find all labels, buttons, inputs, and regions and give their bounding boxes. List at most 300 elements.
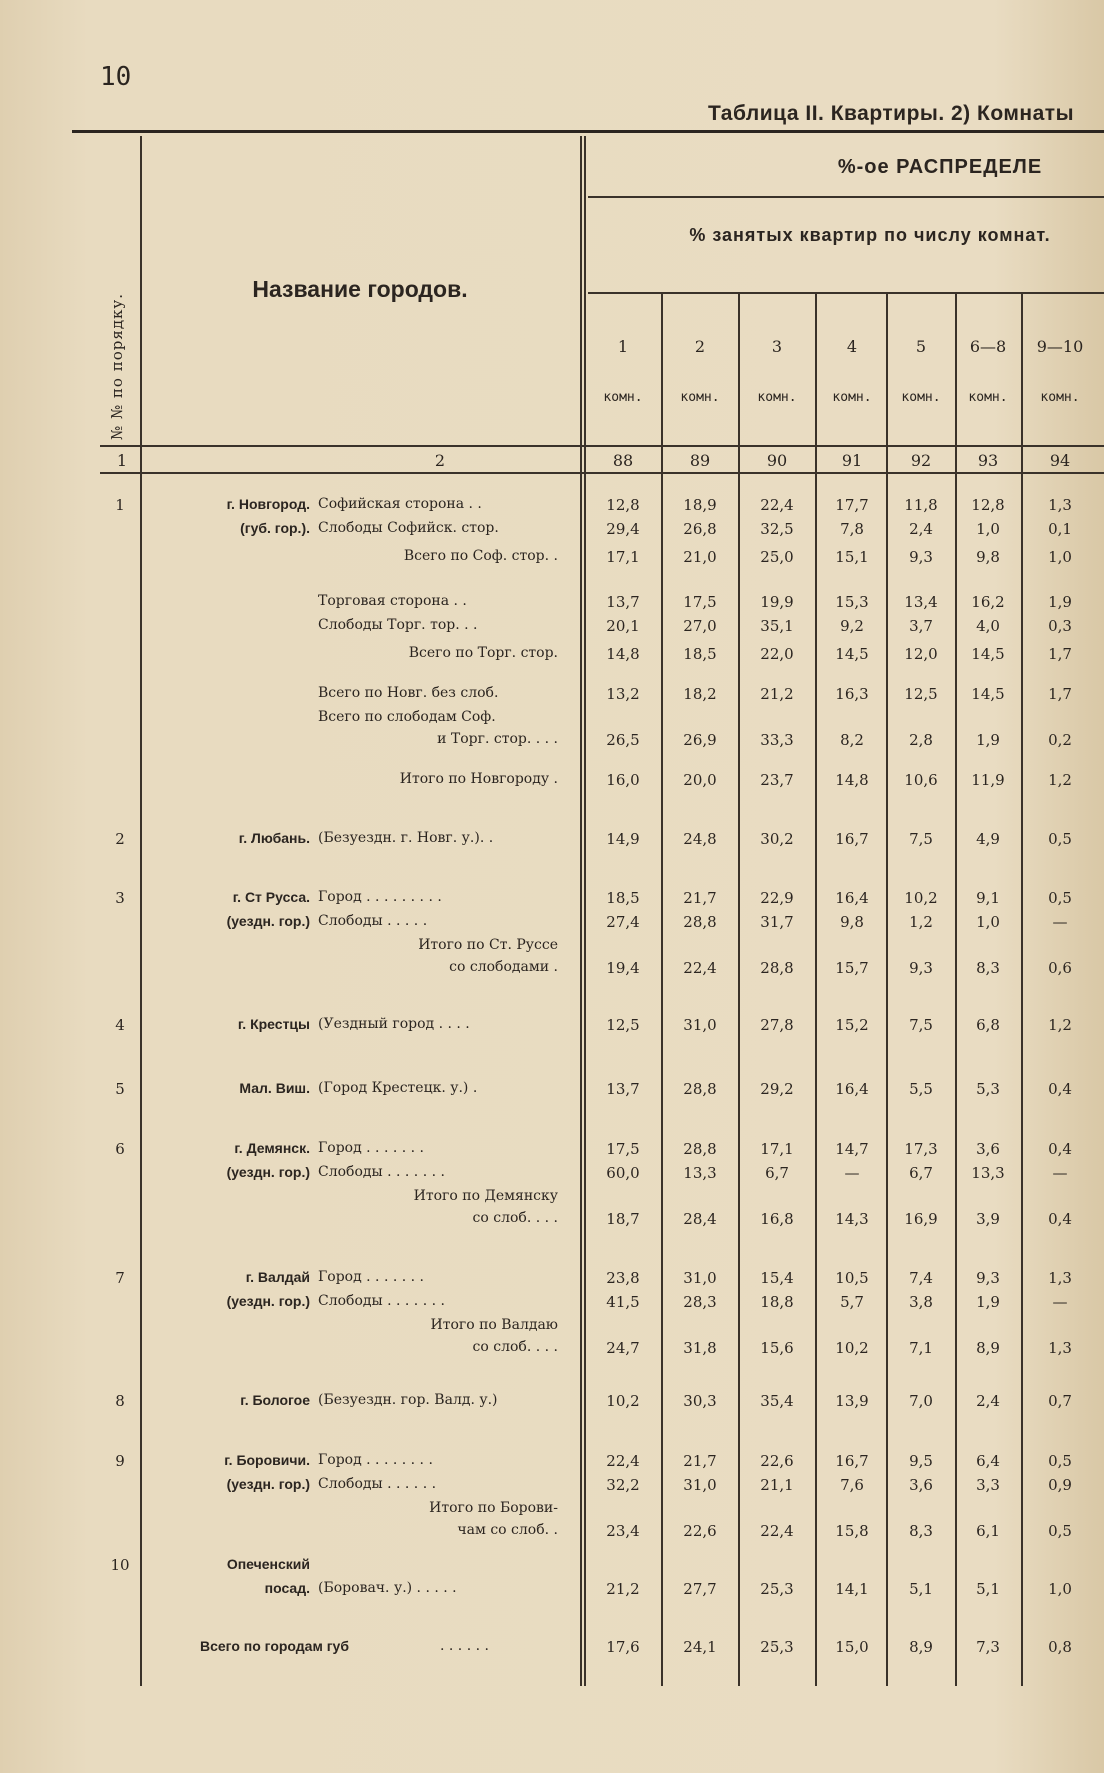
value-cell: 2,8 <box>909 731 933 749</box>
col-unit-1: комн. <box>603 390 643 405</box>
value-cell: 1,9 <box>976 1293 1000 1311</box>
city-name: г. Валдай <box>245 1269 310 1285</box>
value-cell: 9,5 <box>909 1452 933 1470</box>
value-cell: 14,8 <box>606 645 640 663</box>
table-row <box>0 1522 1104 1544</box>
value-cell: 7,5 <box>909 1016 933 1034</box>
row-description: . . . . . . <box>440 1638 489 1654</box>
row-description: Город . . . . . . . <box>318 1140 425 1156</box>
row-description: (Уездный город . . . . <box>318 1016 470 1032</box>
table-row <box>0 889 1104 911</box>
value-cell: 1,3 <box>1048 1339 1072 1357</box>
rooms-subheader: % занятых квартир по числу комнат. <box>689 225 1051 245</box>
value-cell: 18,5 <box>606 889 640 907</box>
row-number: 1 <box>115 496 125 514</box>
index-cell: 92 <box>910 451 932 470</box>
value-cell: 30,2 <box>760 830 794 848</box>
table-row <box>0 645 1104 667</box>
value-cell: 9,3 <box>976 1269 1000 1287</box>
value-cell: — <box>844 1164 860 1182</box>
value-cell: 15,1 <box>835 548 869 566</box>
table-row <box>0 913 1104 935</box>
city-name: (губ. гор.). <box>240 520 310 536</box>
value-cell: 31,8 <box>683 1339 717 1357</box>
value-cell: 17,1 <box>606 548 640 566</box>
table-row <box>0 1339 1104 1361</box>
value-cell: 0,4 <box>1048 1210 1072 1228</box>
value-cell: 14,3 <box>835 1210 869 1228</box>
value-cell: 3,3 <box>976 1476 1000 1494</box>
row-description: Всего по слободам Соф. <box>318 709 496 725</box>
value-cell: 23,7 <box>760 771 794 789</box>
value-cell: 41,5 <box>606 1293 640 1311</box>
table-row <box>0 496 1104 518</box>
value-cell: 12,5 <box>904 685 938 703</box>
value-cell: 6,7 <box>909 1164 933 1182</box>
city-name: Опеченский <box>226 1556 310 1572</box>
value-cell: 14,7 <box>835 1140 869 1158</box>
table-row <box>0 731 1104 753</box>
value-cell: 60,0 <box>606 1164 640 1182</box>
value-cell: 9,3 <box>909 548 933 566</box>
value-cell: 8,3 <box>976 959 1000 977</box>
value-cell: 29,2 <box>760 1080 794 1098</box>
value-cell: 0,1 <box>1048 520 1072 538</box>
index-cell: 90 <box>766 451 788 470</box>
value-cell: 7,5 <box>909 830 933 848</box>
value-cell: 12,0 <box>904 645 938 663</box>
value-cell: 9,2 <box>840 617 864 635</box>
table-row <box>0 709 1104 731</box>
city-name: г. Демянск. <box>234 1140 310 1156</box>
value-cell: 16,8 <box>760 1210 794 1228</box>
value-cell: 14,5 <box>835 645 869 663</box>
value-cell: 10,5 <box>835 1269 869 1287</box>
table-row <box>0 1188 1104 1210</box>
value-cell: 22,4 <box>606 1452 640 1470</box>
table-row <box>0 1556 1104 1578</box>
city-name: (уездн. гор.) <box>226 913 310 929</box>
value-cell: — <box>1052 1164 1068 1182</box>
row-number: 2 <box>115 830 125 848</box>
value-cell: 7,8 <box>840 520 864 538</box>
value-cell: 28,3 <box>683 1293 717 1311</box>
table-row <box>0 1392 1104 1414</box>
city-name: посад. <box>264 1580 310 1596</box>
value-cell: 16,2 <box>971 593 1005 611</box>
value-cell: 28,8 <box>760 959 794 977</box>
table-row <box>0 1638 1104 1660</box>
header-rule-1 <box>588 196 1104 198</box>
value-cell: 13,3 <box>971 1164 1005 1182</box>
table-row <box>0 1317 1104 1339</box>
value-cell: 14,5 <box>971 685 1005 703</box>
value-cell: 22,6 <box>683 1522 717 1540</box>
col-unit-7: комн. <box>1040 390 1080 405</box>
row-description: Софийская сторона . . <box>318 496 482 512</box>
value-cell: 13,7 <box>606 593 640 611</box>
value-cell: 28,4 <box>683 1210 717 1228</box>
value-cell: 0,4 <box>1048 1140 1072 1158</box>
value-cell: 18,5 <box>683 645 717 663</box>
value-cell: 1,0 <box>976 913 1000 931</box>
value-cell: 23,4 <box>606 1522 640 1540</box>
index-cell: 93 <box>977 451 999 470</box>
value-cell: 22,6 <box>760 1452 794 1470</box>
col-unit-3: комн. <box>757 390 797 405</box>
value-cell: 18,2 <box>683 685 717 703</box>
value-cell: 0,8 <box>1048 1638 1072 1656</box>
row-number: 7 <box>115 1269 125 1287</box>
value-cell: — <box>1052 1293 1068 1311</box>
table-row <box>0 685 1104 707</box>
value-cell: 32,2 <box>606 1476 640 1494</box>
row-number: 6 <box>115 1140 125 1158</box>
value-cell: 16,0 <box>606 771 640 789</box>
page-number: 10 <box>100 62 132 92</box>
value-cell: 10,2 <box>606 1392 640 1410</box>
value-cell: 3,6 <box>976 1140 1000 1158</box>
col-num-5: 5 <box>915 337 927 356</box>
row-description: (Безуездн. гор. Валд. у.) <box>318 1392 498 1408</box>
value-cell: 20,0 <box>683 771 717 789</box>
table-row <box>0 1269 1104 1291</box>
value-cell: 18,7 <box>606 1210 640 1228</box>
value-cell: 1,2 <box>1048 771 1072 789</box>
col-unit-6: комн. <box>968 390 1008 405</box>
value-cell: 1,7 <box>1048 685 1072 703</box>
value-cell: 25,0 <box>760 548 794 566</box>
value-cell: 7,6 <box>840 1476 864 1494</box>
value-cell: 18,9 <box>683 496 717 514</box>
table-row <box>0 1164 1104 1186</box>
value-cell: 14,5 <box>971 645 1005 663</box>
value-cell: 16,3 <box>835 685 869 703</box>
value-cell: 14,9 <box>606 830 640 848</box>
value-cell: 3,9 <box>976 1210 1000 1228</box>
row-description: Слободы . . . . . . . <box>318 1293 445 1309</box>
value-cell: 0,5 <box>1048 1522 1072 1540</box>
col-num-6: 6—8 <box>969 337 1007 356</box>
row-number: 5 <box>115 1080 125 1098</box>
city-name: г. Любань. <box>238 830 310 846</box>
table-row <box>0 617 1104 639</box>
value-cell: 33,3 <box>760 731 794 749</box>
top-rule <box>72 130 1104 133</box>
col-num-1: 1 <box>617 337 629 356</box>
col-unit-2: комн. <box>680 390 720 405</box>
order-column-header: № № по порядку. <box>108 292 126 440</box>
value-cell: 21,0 <box>683 548 717 566</box>
value-cell: 19,9 <box>760 593 794 611</box>
table-row <box>0 959 1104 981</box>
table-row <box>0 593 1104 615</box>
value-cell: 23,8 <box>606 1269 640 1287</box>
value-cell: 21,7 <box>683 1452 717 1470</box>
value-cell: 27,4 <box>606 913 640 931</box>
value-cell: 1,2 <box>1048 1016 1072 1034</box>
city-name: г. Ст Русса. <box>232 889 310 905</box>
table-row <box>0 1140 1104 1162</box>
index-cell: 88 <box>612 451 634 470</box>
value-cell: 27,7 <box>683 1580 717 1598</box>
value-cell: 0,3 <box>1048 617 1072 635</box>
value-cell: 19,4 <box>606 959 640 977</box>
value-cell: 21,2 <box>606 1580 640 1598</box>
row-description: (Безуездн. г. Новг. у.). . <box>318 830 494 846</box>
col-num-2: 2 <box>694 337 706 356</box>
value-cell: 14,8 <box>835 771 869 789</box>
value-cell: 15,2 <box>835 1016 869 1034</box>
row-number: 10 <box>110 1556 130 1574</box>
header-rule-3 <box>100 445 1104 447</box>
value-cell: 10,2 <box>904 889 938 907</box>
distribution-header: %-ое РАСПРЕДЕЛЕ <box>837 156 1043 178</box>
row-description: Итого по Новгороду . <box>399 771 558 787</box>
value-cell: 17,1 <box>760 1140 794 1158</box>
value-cell: 16,7 <box>835 1452 869 1470</box>
value-cell: 3,7 <box>909 617 933 635</box>
value-cell: 5,7 <box>840 1293 864 1311</box>
value-cell: 13,9 <box>835 1392 869 1410</box>
row-description: Всего по Новг. без слоб. <box>318 685 499 701</box>
value-cell: 27,0 <box>683 617 717 635</box>
value-cell: 12,8 <box>971 496 1005 514</box>
value-cell: 25,3 <box>760 1638 794 1656</box>
value-cell: 5,5 <box>909 1080 933 1098</box>
value-cell: 27,8 <box>760 1016 794 1034</box>
value-cell: 11,8 <box>904 496 938 514</box>
value-cell: 22,4 <box>760 1522 794 1540</box>
value-cell: 24,7 <box>606 1339 640 1357</box>
value-cell: 17,7 <box>835 496 869 514</box>
value-cell: 9,8 <box>840 913 864 931</box>
value-cell: 0,9 <box>1048 1476 1072 1494</box>
value-cell: 9,1 <box>976 889 1000 907</box>
value-cell: 7,1 <box>909 1339 933 1357</box>
row-number: 8 <box>115 1392 125 1410</box>
city-name: г. Бологое <box>240 1392 310 1408</box>
city-name: г. Новгород. <box>226 496 310 512</box>
row-description: со слободами . <box>449 959 558 975</box>
value-cell: 15,6 <box>760 1339 794 1357</box>
value-cell: 12,8 <box>606 496 640 514</box>
value-cell: 28,8 <box>683 1080 717 1098</box>
table-row <box>0 1293 1104 1315</box>
value-cell: 10,6 <box>904 771 938 789</box>
value-cell: 1,2 <box>909 913 933 931</box>
value-cell: 2,4 <box>976 1392 1000 1410</box>
row-description: (Боровач. у.) . . . . . <box>318 1580 457 1596</box>
value-cell: 32,5 <box>760 520 794 538</box>
value-cell: 21,2 <box>760 685 794 703</box>
value-cell: 21,7 <box>683 889 717 907</box>
value-cell: 6,1 <box>976 1522 1000 1540</box>
value-cell: 12,5 <box>606 1016 640 1034</box>
value-cell: 22,0 <box>760 645 794 663</box>
row-description: со слоб. . . . <box>472 1210 558 1226</box>
value-cell: 0,5 <box>1048 889 1072 907</box>
value-cell: 16,4 <box>835 889 869 907</box>
index-cell: 2 <box>434 451 446 470</box>
row-number: 4 <box>115 1016 125 1034</box>
city-name: (уездн. гор.) <box>226 1476 310 1492</box>
city-name: г. Крестцы <box>237 1016 310 1032</box>
value-cell: 0,5 <box>1048 830 1072 848</box>
value-cell: 3,8 <box>909 1293 933 1311</box>
value-cell: 16,4 <box>835 1080 869 1098</box>
value-cell: 11,9 <box>971 771 1005 789</box>
row-description: Город . . . . . . . . <box>318 1452 433 1468</box>
value-cell: 22,4 <box>760 496 794 514</box>
value-cell: 13,2 <box>606 685 640 703</box>
value-cell: 6,8 <box>976 1016 1000 1034</box>
value-cell: 16,9 <box>904 1210 938 1228</box>
value-cell: 28,8 <box>683 913 717 931</box>
value-cell: 31,7 <box>760 913 794 931</box>
value-cell: 5,1 <box>909 1580 933 1598</box>
value-cell: 31,0 <box>683 1269 717 1287</box>
value-cell: 0,2 <box>1048 731 1072 749</box>
value-cell: 26,5 <box>606 731 640 749</box>
value-cell: 10,2 <box>835 1339 869 1357</box>
value-cell: 2,4 <box>909 520 933 538</box>
value-cell: 5,1 <box>976 1580 1000 1598</box>
value-cell: 8,9 <box>976 1339 1000 1357</box>
table-row <box>0 1580 1104 1602</box>
value-cell: 15,7 <box>835 959 869 977</box>
value-cell: 18,8 <box>760 1293 794 1311</box>
value-cell: 4,0 <box>976 617 1000 635</box>
value-cell: 24,1 <box>683 1638 717 1656</box>
row-number: 9 <box>115 1452 125 1470</box>
col-unit-5: комн. <box>901 390 941 405</box>
value-cell: 7,4 <box>909 1269 933 1287</box>
row-description: Город . . . . . . . <box>318 1269 425 1285</box>
value-cell: 0,6 <box>1048 959 1072 977</box>
value-cell: 1,0 <box>976 520 1000 538</box>
value-cell: 1,9 <box>1048 593 1072 611</box>
row-description: Всего по Соф. стор. . <box>403 548 558 564</box>
value-cell: 17,5 <box>683 593 717 611</box>
value-cell: 30,3 <box>683 1392 717 1410</box>
value-cell: 3,6 <box>909 1476 933 1494</box>
table-row <box>0 1452 1104 1474</box>
value-cell: 13,4 <box>904 593 938 611</box>
city-name: Мал. Виш. <box>239 1080 310 1096</box>
value-cell: 6,4 <box>976 1452 1000 1470</box>
city-column-header: Название городов. <box>252 276 468 302</box>
row-description: Всего по Торг. стор. <box>408 645 558 661</box>
value-cell: 26,8 <box>683 520 717 538</box>
value-cell: 15,4 <box>760 1269 794 1287</box>
row-description: Слободы . . . . . . <box>318 1476 437 1492</box>
value-cell: 28,8 <box>683 1140 717 1158</box>
value-cell: 9,3 <box>909 959 933 977</box>
value-cell: 15,0 <box>835 1638 869 1656</box>
city-name: (уездн. гор.) <box>226 1293 310 1309</box>
row-number: 3 <box>115 889 125 907</box>
value-cell: — <box>1052 913 1068 931</box>
value-cell: 13,3 <box>683 1164 717 1182</box>
value-cell: 1,7 <box>1048 645 1072 663</box>
value-cell: 35,1 <box>760 617 794 635</box>
value-cell: 5,3 <box>976 1080 1000 1098</box>
table-row <box>0 1080 1104 1102</box>
row-description: чам со слоб. . <box>457 1522 558 1538</box>
col-num-4: 4 <box>846 337 858 356</box>
table-row <box>0 1500 1104 1522</box>
value-cell: 17,6 <box>606 1638 640 1656</box>
value-cell: 35,4 <box>760 1392 794 1410</box>
row-description: со слоб. . . . <box>472 1339 558 1355</box>
city-name: (уездн. гор.) <box>226 1164 310 1180</box>
value-cell: 13,7 <box>606 1080 640 1098</box>
row-description: Слободы . . . . . . . <box>318 1164 445 1180</box>
value-cell: 7,3 <box>976 1638 1000 1656</box>
value-cell: 15,3 <box>835 593 869 611</box>
value-cell: 29,4 <box>606 520 640 538</box>
value-cell: 1,0 <box>1048 548 1072 566</box>
value-cell: 24,8 <box>683 830 717 848</box>
row-description: Слободы Торг. тор. . . <box>318 617 478 633</box>
city-name: г. Боровичи. <box>224 1452 310 1468</box>
value-cell: 8,3 <box>909 1522 933 1540</box>
value-cell: 14,1 <box>835 1580 869 1598</box>
value-cell: 22,9 <box>760 889 794 907</box>
header-rule-2 <box>588 292 1104 294</box>
row-description: (Город Крестецк. у.) . <box>318 1080 478 1096</box>
value-cell: 17,3 <box>904 1140 938 1158</box>
value-cell: 1,3 <box>1048 496 1072 514</box>
value-cell: 0,5 <box>1048 1452 1072 1470</box>
value-cell: 1,3 <box>1048 1269 1072 1287</box>
value-cell: 21,1 <box>760 1476 794 1494</box>
row-description: Слободы . . . . . <box>318 913 428 929</box>
value-cell: 4,9 <box>976 830 1000 848</box>
table-row <box>0 548 1104 570</box>
row-description: Итого по Демянску <box>413 1188 558 1204</box>
value-cell: 20,1 <box>606 617 640 635</box>
table-row <box>0 1016 1104 1038</box>
col-num-7: 9—10 <box>1036 337 1084 356</box>
value-cell: 15,8 <box>835 1522 869 1540</box>
value-cell: 1,0 <box>1048 1580 1072 1598</box>
value-cell: 6,7 <box>765 1164 789 1182</box>
table-row <box>0 937 1104 959</box>
value-cell: 16,7 <box>835 830 869 848</box>
running-title: Таблица II. Квартиры. 2) Комнаты <box>708 102 1074 125</box>
row-description: Город . . . . . . . . . <box>318 889 442 905</box>
value-cell: 26,9 <box>683 731 717 749</box>
table-row <box>0 830 1104 852</box>
col-num-3: 3 <box>771 337 783 356</box>
value-cell: 0,4 <box>1048 1080 1072 1098</box>
row-description: и Торг. стор. . . . <box>437 731 558 747</box>
value-cell: 31,0 <box>683 1476 717 1494</box>
index-cell: 91 <box>841 451 863 470</box>
table-row <box>0 1210 1104 1232</box>
table-row <box>0 1476 1104 1498</box>
value-cell: 8,9 <box>909 1638 933 1656</box>
value-cell: 22,4 <box>683 959 717 977</box>
value-cell: 31,0 <box>683 1016 717 1034</box>
col-unit-4: комн. <box>832 390 872 405</box>
index-cell: 1 <box>116 451 128 470</box>
value-cell: 8,2 <box>840 731 864 749</box>
table-row <box>0 771 1104 793</box>
row-description: Итого по Валдаю <box>430 1317 558 1333</box>
